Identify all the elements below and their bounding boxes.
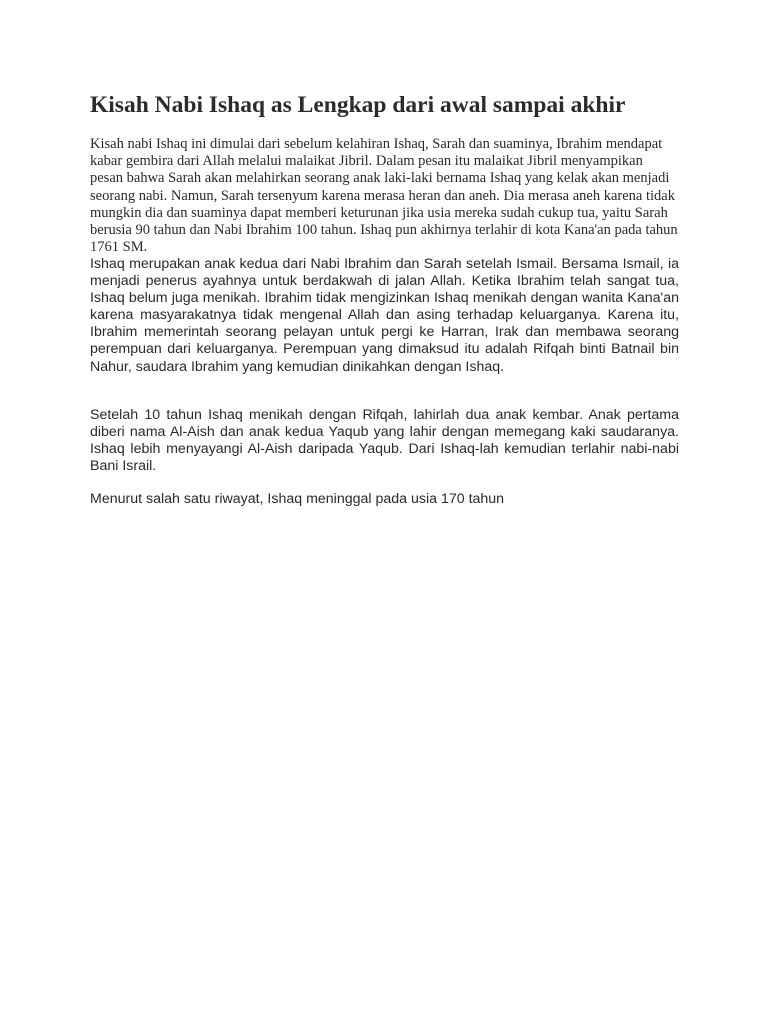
- document-title: Kisah Nabi Ishaq as Lengkap dari awal sampai akhir: [90, 92, 626, 118]
- body-paragraph-3: Menurut salah satu riwayat, Ishaq meninggal pada usia 170 tahun: [90, 491, 505, 507]
- body-paragraph-2: Setelah 10 tahun Ishaq menikah dengan Rifqah, lahirlah dua anak kembar. Anak pertama diberi nama Al-Aish dan anak kedua Yaqub yang lahir dengan memegang kaki saudaranya. Ishaq lebih menyayangi Al-Aish daripada Yaqub. Dari Ishaq-lah kemudian terlahir nabi-nabi Bani Israil.: [90, 407, 679, 475]
- body-paragraph-1: Ishaq merupakan anak kedua dari Nabi Ibrahim dan Sarah setelah Ismail. Bersama Ismail, ia menjadi penerus ayahnya untuk berdakwah di jalan Allah. Ketika Ibrahim telah sangat tua, Ishaq belum juga menikah. Ibrahim tidak mengizinkan Ishaq menikah dengan wanita Kana'an karena masyarakatnya tidak mengenal Allah dan asing terhadap keluarganya. Karena itu, Ibrahim memerintah seorang pelayan untuk pergi ke Harran, Irak dan membawa seorang perempuan dari keluarganya. Perempuan yang dimaksud itu adalah Rifqah binti Batnail bin Nahur, saudara Ibrahim yang kemudian dinikahkan dengan Ishaq.: [90, 256, 679, 375]
- intro-paragraph: Kisah nabi Ishaq ini dimulai dari sebelum kelahiran Ishaq, Sarah dan suaminya, Ibrahim mendapat kabar gembira dari Allah melalui malaikat Jibril. Dalam pesan itu malaikat Jibril menyampikan pesan bahwa Sarah akan melahirkan seorang anak laki-laki bernama Ishaq yang kelak akan menjadi seorang nabi. Namun, Sarah tersenyum karena merasa heran dan aneh. Dia merasa aneh karena tidak mungkin dia dan suaminya dapat memberi keturunan jika usia mereka sudah cukup tua, yaitu Sarah berusia 90 tahun dan Nabi Ibrahim 100 tahun. Ishaq pun akhirnya terlahir di kota Kana'an pada tahun 1761 SM.: [90, 136, 678, 256]
